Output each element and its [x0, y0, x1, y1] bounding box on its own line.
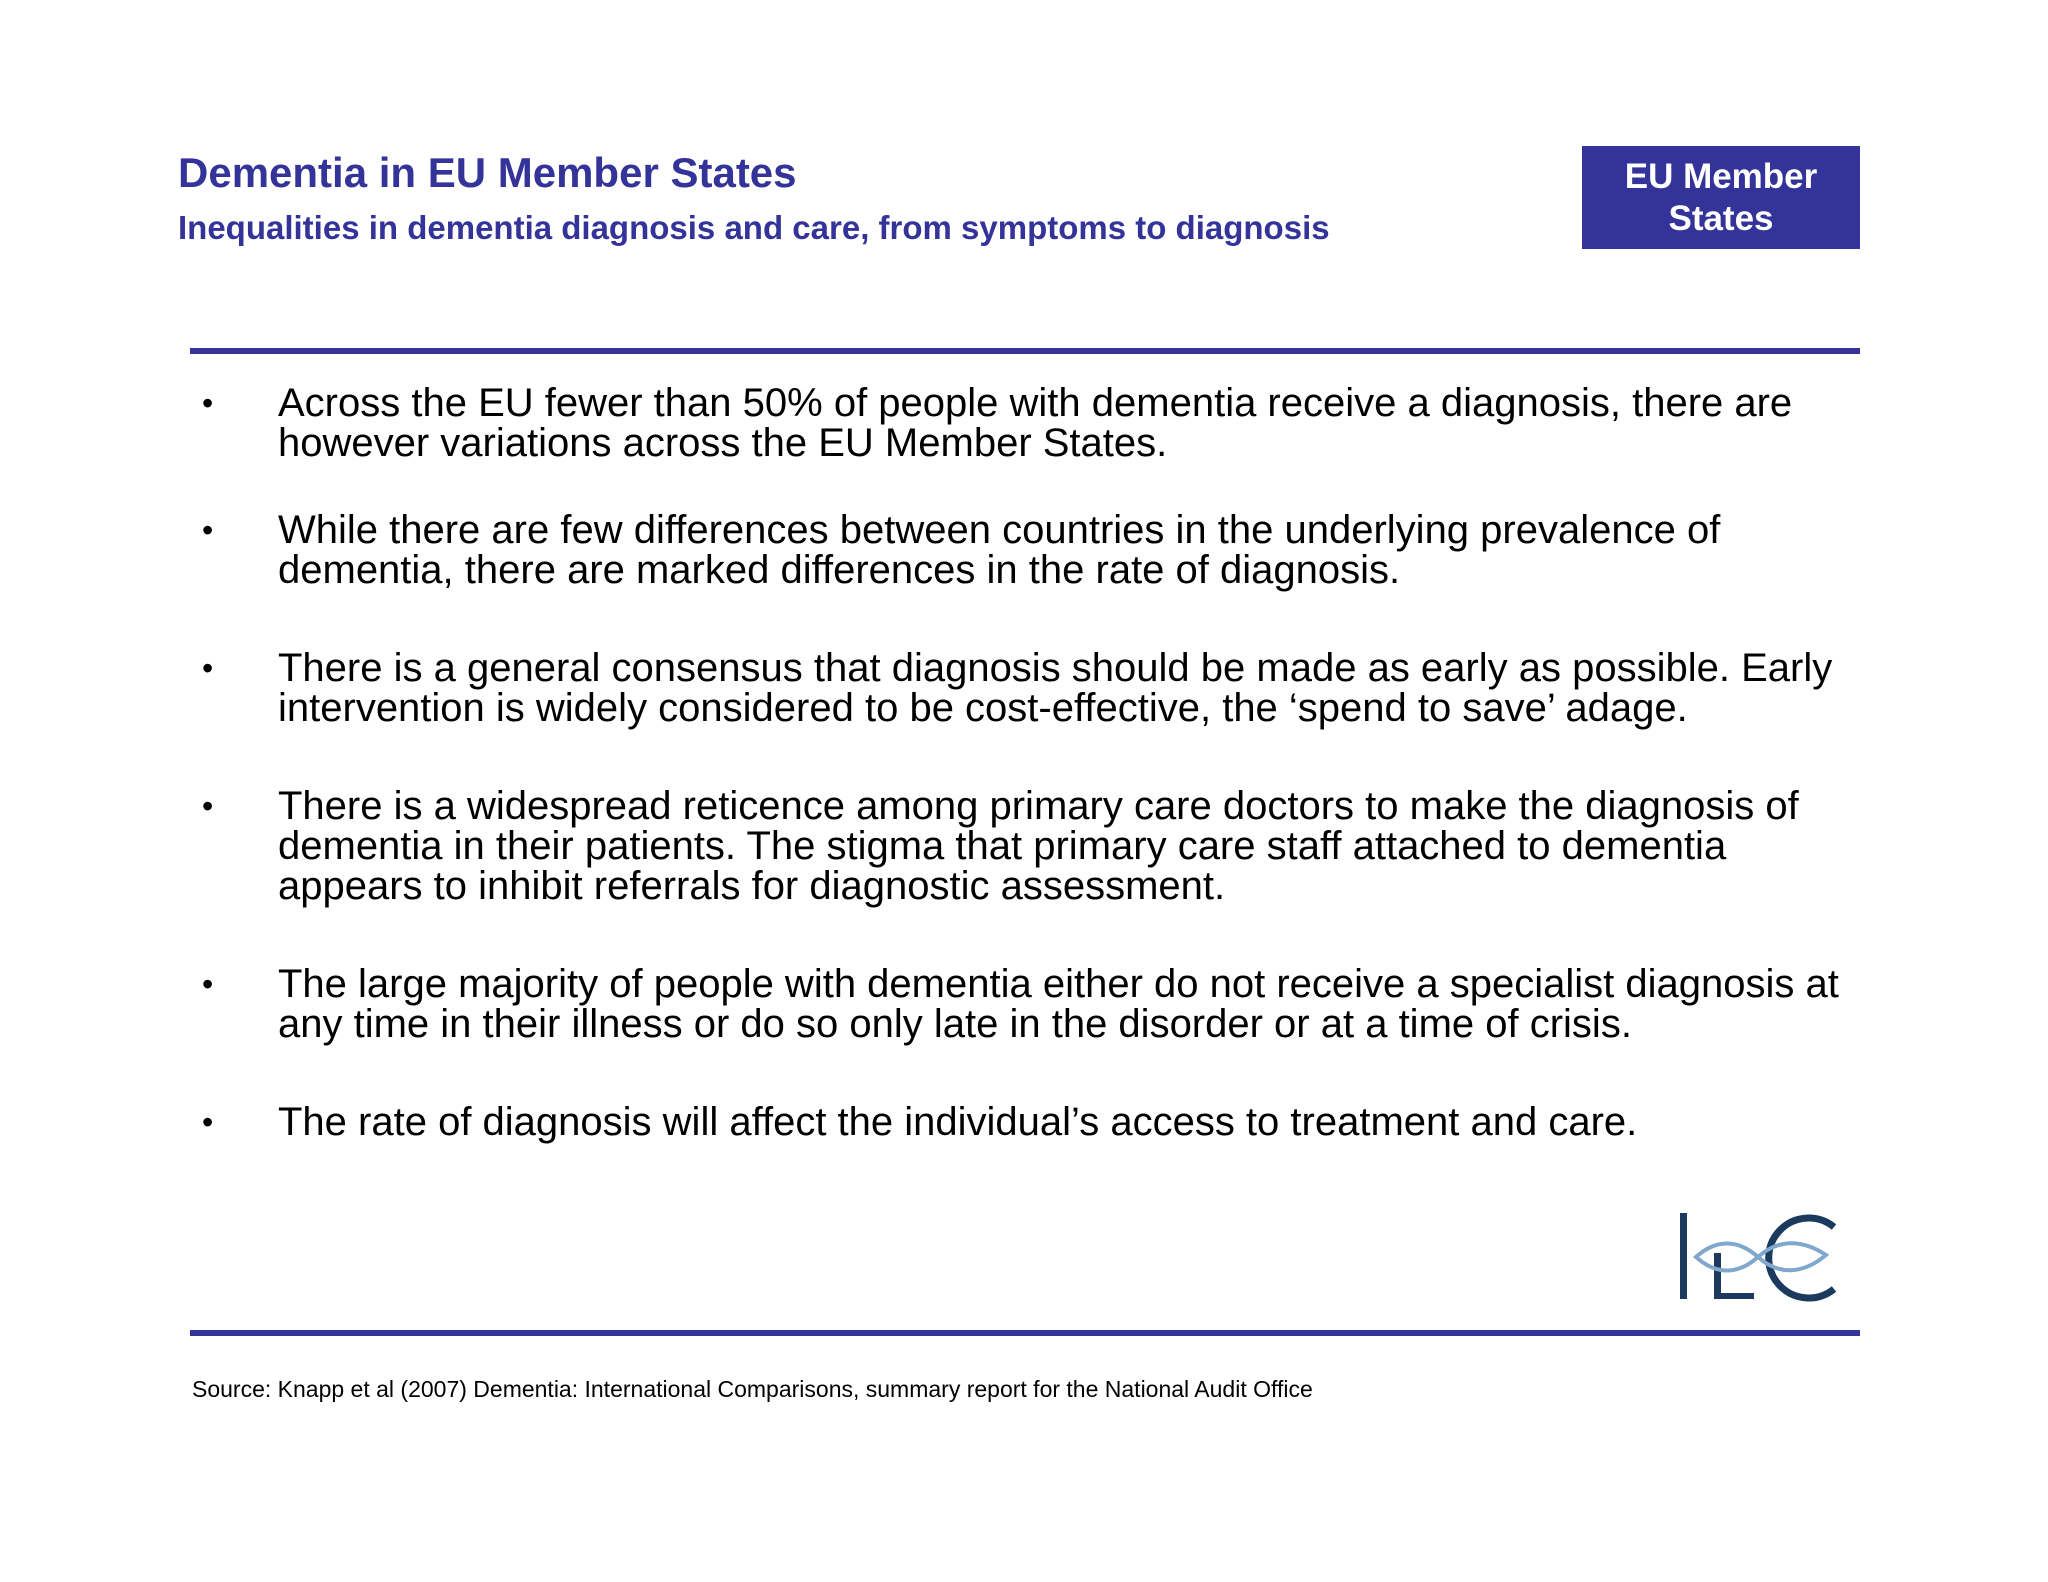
bullet-marker: • — [202, 385, 214, 421]
bullet-text: There is a widespread reticence among primary care doctors to make the diagnosis of dementia in their patients. The stigma that primary care staff attached to dementia appears to inhibit referrals for diagnostic assessment. — [278, 784, 1799, 908]
bullet-marker: • — [202, 650, 214, 686]
bullet-list — [198, 383, 1868, 1200]
page-title: Dementia in EU Member States — [178, 149, 797, 196]
bullet-marker: • — [202, 966, 214, 1002]
top-divider — [190, 348, 1860, 354]
source-citation: Source: Knapp et al (2007) Dementia: International Comparisons, summary report for the National Audit Office — [192, 1376, 1313, 1402]
bottom-divider — [190, 1330, 1860, 1336]
page-subtitle: Inequalities in dementia diagnosis and care, from symptoms to diagnosis — [178, 209, 1330, 246]
bullet-marker: • — [202, 788, 214, 824]
bullet-text: The rate of diagnosis will affect the individual’s access to treatment and care. — [278, 1100, 1638, 1144]
bullet-text: There is a general consensus that diagnosis should be made as early as possible. Early intervention is widely considered to be cost-effective, the ‘spend to save’ adage. — [278, 646, 1833, 730]
bullet-marker: • — [202, 1104, 214, 1140]
bullet-marker: • — [202, 512, 214, 548]
ilc-logo-icon — [1676, 1205, 1844, 1305]
bullet-text: The large majority of people with dementia either do not receive a specialist diagnosis at any time in their illness or do so only late in the disorder or at a time of crisis. — [278, 962, 1839, 1046]
bullet-item — [198, 964, 1868, 1044]
bullet-text: Across the EU fewer than 50% of people with dementia receive a diagnosis, there are however variations across the EU Member States. — [278, 381, 1793, 465]
bullet-item — [198, 510, 1868, 590]
bullet-text: While there are few differences between countries in the underlying prevalence of dementia, there are marked differences in the rate of diagnosis. — [278, 508, 1721, 592]
bullet-item — [198, 786, 1868, 906]
bullet-item — [198, 383, 1868, 463]
bullet-item — [198, 648, 1868, 728]
section-badge: EU Member States — [1582, 146, 1860, 249]
bullet-item — [198, 1102, 1868, 1142]
